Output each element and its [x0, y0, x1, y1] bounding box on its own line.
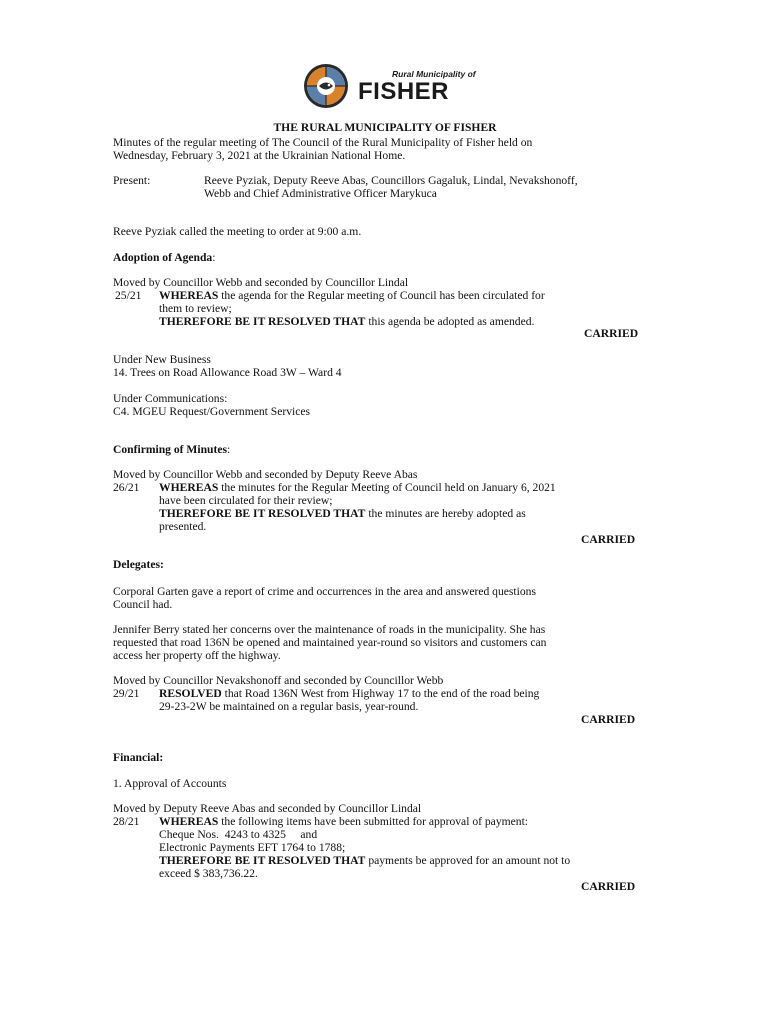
agenda-heading-text: Adoption of Agenda [113, 251, 213, 264]
minutes-whereas-keyword: WHEREAS [159, 481, 219, 494]
agenda-whereas-cont: them to review; [159, 302, 232, 315]
minutes-heading [113, 443, 230, 456]
delegates-para2-line1: Jennifer Berry stated her concerns over the maintenance of roads in the municipality. She has [113, 623, 546, 636]
minutes-therefore-text: the minutes are hereby adopted as [368, 507, 526, 520]
financial-whereas-text: the following items have been submitted for approval of payment: [221, 815, 529, 828]
financial-carried: CARRIED [581, 880, 636, 893]
new-business-item: 14. Trees on Road Allowance Road 3W – Ward 4 [113, 366, 342, 379]
document-title: THE RURAL MUNICIPALITY OF FISHER [273, 121, 497, 134]
financial-therefore-text: payments be approved for an amount not to [368, 854, 571, 867]
minutes-therefore-keyword: THEREFORE BE IT RESOLVED THAT [159, 507, 366, 520]
delegates-para2-line2: requested that road 136N be opened and maintained year-round so visitors and customers can [113, 636, 547, 649]
agenda-carried: CARRIED [584, 327, 639, 340]
minutes-whereas-cont: have been circulated for their review; [159, 494, 333, 507]
delegates-resolved [159, 687, 539, 700]
minutes-therefore-cont: presented. [159, 520, 207, 533]
financial-therefore-cont: exceed $ 383,736.22. [159, 867, 258, 880]
financial-resolution-number: 28/21 [113, 815, 140, 828]
logo-title: FISHER [358, 78, 450, 105]
financial-item: 1. Approval of Accounts [113, 777, 227, 790]
delegates-resolved-text: that Road 136N West from Highway 17 to the end of the road being [224, 687, 540, 700]
call-to-order: Reeve Pyziak called the meeting to order at 9:00 a.m. [113, 225, 362, 238]
delegates-moved: Moved by Councillor Nevakshonoff and seconded by Councillor Webb [113, 674, 444, 687]
financial-cheque: Cheque Nos. 4243 to 4325 and [159, 828, 318, 841]
present-label: Present: [113, 174, 151, 187]
minutes-heading-text: Confirming of Minutes [113, 443, 228, 456]
agenda-resolution-number: 25/21 [115, 289, 142, 302]
minutes-whereas-text: the minutes for the Regular Meeting of Council held on January 6, 2021 [221, 481, 556, 494]
minutes-carried: CARRIED [581, 533, 636, 546]
delegates-para1-line1: Corporal Garten gave a report of crime and occurrences in the area and answered questions [113, 585, 536, 598]
minutes-heading-colon: : [227, 443, 231, 456]
agenda-therefore-text: this agenda be adopted as amended. [368, 315, 535, 328]
municipality-emblem-icon [302, 62, 350, 110]
delegates-resolved-keyword: RESOLVED [159, 687, 222, 700]
intro-line-2: Wednesday, February 3, 2021 at the Ukrainian National Home. [113, 149, 406, 162]
minutes-resolution-number: 26/21 [113, 481, 140, 494]
financial-eft: Electronic Payments EFT 1764 to 1788; [159, 841, 346, 854]
delegates-carried: CARRIED [581, 713, 636, 726]
agenda-heading-colon: : [212, 251, 216, 264]
agenda-whereas-text: the agenda for the Regular meeting of Council has been circulated for [221, 289, 545, 302]
delegates-para2-line3: access her property off the highway. [113, 649, 281, 662]
financial-heading: Financial: [113, 751, 164, 764]
financial-whereas [159, 815, 528, 828]
intro-line-1: Minutes of the regular meeting of The Council of the Rural Municipality of Fisher held on [113, 136, 533, 149]
delegates-heading: Delegates: [113, 558, 164, 571]
agenda-moved: Moved by Councillor Webb and seconded by Councillor Lindal [113, 276, 409, 289]
financial-whereas-keyword: WHEREAS [159, 815, 219, 828]
agenda-whereas [159, 289, 545, 302]
minutes-whereas [159, 481, 556, 494]
financial-moved: Moved by Deputy Reeve Abas and seconded by Councillor Lindal [113, 802, 422, 815]
delegates-resolution-number: 29/21 [113, 687, 140, 700]
present-line-1: Reeve Pyziak, Deputy Reeve Abas, Councillors Gagaluk, Lindal, Nevakshonoff, [204, 174, 578, 187]
financial-therefore [159, 854, 570, 867]
financial-therefore-keyword: THEREFORE BE IT RESOLVED THAT [159, 854, 366, 867]
agenda-therefore-keyword: THEREFORE BE IT RESOLVED THAT [159, 315, 366, 328]
delegates-para1-line2: Council had. [113, 598, 173, 611]
delegates-resolved-cont: 29-23-2W be maintained on a regular basis, year-round. [159, 700, 419, 713]
communications-item: C4. MGEU Request/Government Services [113, 405, 311, 418]
new-business-label: Under New Business [113, 353, 211, 366]
present-line-2: Webb and Chief Administrative Officer Marykuca [204, 187, 437, 200]
agenda-heading [113, 251, 215, 264]
logo-subtitle: Rural Municipality of [392, 69, 476, 79]
agenda-whereas-keyword: WHEREAS [159, 289, 219, 302]
minutes-therefore [159, 507, 526, 520]
communications-label: Under Communications: [113, 392, 228, 405]
agenda-therefore [159, 315, 534, 328]
minutes-moved: Moved by Councillor Webb and seconded by Deputy Reeve Abas [113, 468, 418, 481]
